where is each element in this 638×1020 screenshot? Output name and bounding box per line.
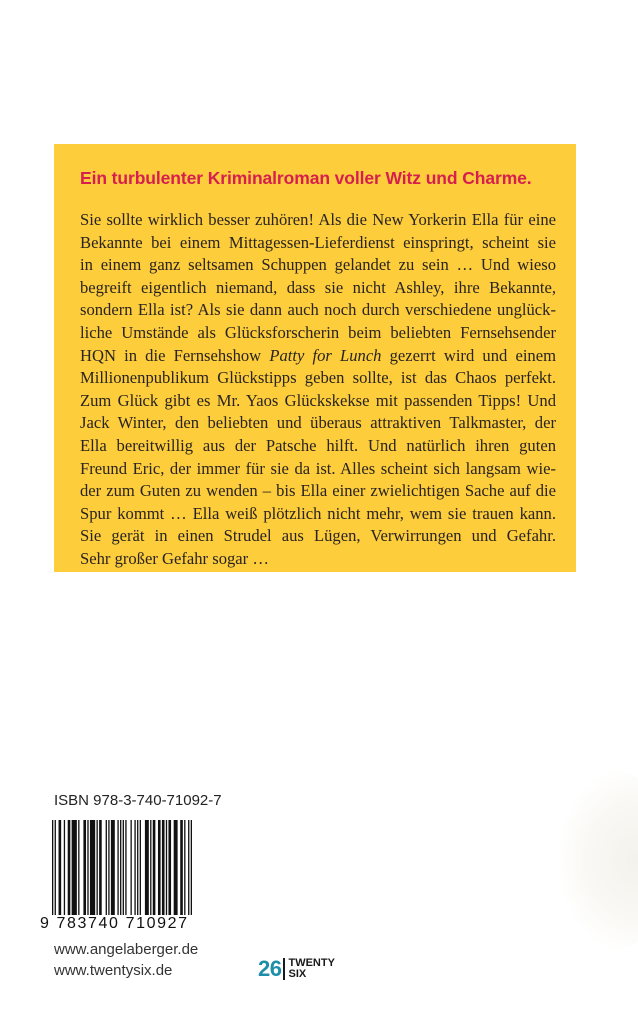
barcode-bar xyxy=(87,820,88,915)
blurb-line: begreift eigentlich niemand, dass sie nicht Ashley, ihre Bekannte, xyxy=(80,277,556,297)
blurb-line: Freund Eric, der immer für sie da ist. Alles scheint sich langsam wie- xyxy=(80,458,556,478)
blurb-line: in einem ganz seltsamen Schuppen gelandet zu sein … Und wieso xyxy=(80,255,556,275)
blurb-panel xyxy=(54,144,576,572)
publisher-logo xyxy=(258,954,335,984)
barcode-bar xyxy=(137,820,138,915)
blurb-line: Bekannte bei einem Mittagessen-Lieferdienst einspringt, scheint sie xyxy=(80,232,556,252)
barcode-bar xyxy=(68,820,71,915)
barcode-bar xyxy=(108,820,109,915)
barcode-bar xyxy=(55,820,56,915)
blurb-line: Sie gerät in einen Strudel aus Lügen, Verwirrungen und Gefahr. xyxy=(80,526,556,546)
blurb-line: Ella bereitwillig aus der Patsche hilft. Und natürlich ihren guten xyxy=(80,435,556,455)
barcode-bar xyxy=(174,820,178,915)
barcode-bar xyxy=(52,820,53,915)
author-website[interactable]: www.angelaberger.de xyxy=(54,941,199,958)
blurb-line: Zum Glück gibt es Mr. Yaos Glückskekse mit passenden Tipps! Und xyxy=(80,390,556,410)
barcode-bar xyxy=(120,820,121,915)
show-title: Patty for Lunch xyxy=(269,345,382,365)
publisher-website[interactable]: www.twentysix.de xyxy=(54,962,173,979)
blurb-line: Millionenpublikum Glückstipps geben sollte, ist das Chaos perfekt. xyxy=(80,368,556,388)
blurb-line: Jack Winter, den beliebten und überaus attraktiven Talkmaster, der xyxy=(80,413,556,433)
blurb-line: Spur kommt … Ella weiß plötzlich nicht mehr, wem sie trauen kann. xyxy=(80,503,556,523)
barcode-bar xyxy=(166,820,167,915)
barcode-bar xyxy=(78,820,79,915)
barcode-bar xyxy=(59,820,62,915)
logo-line: TWENTY xyxy=(288,957,335,969)
blurb-line xyxy=(80,345,556,368)
barcode-graphic xyxy=(52,820,192,915)
barcode-bar xyxy=(64,820,65,915)
barcode-bar xyxy=(99,820,102,915)
barcode xyxy=(52,820,192,915)
barcode-bar xyxy=(125,820,126,915)
barcode-bar xyxy=(188,820,189,915)
background-glow xyxy=(560,770,638,950)
barcode-bar xyxy=(158,820,161,915)
barcode-bar xyxy=(184,820,185,915)
barcode-bar xyxy=(111,820,115,915)
barcode-bar xyxy=(131,820,132,915)
barcode-bar xyxy=(153,820,156,915)
barcode-bar xyxy=(150,820,151,915)
barcode-bar xyxy=(134,820,135,915)
barcode-bar xyxy=(123,820,124,915)
blurb-text-segment: HQN in die Fernsehshow xyxy=(80,345,270,365)
isbn: ISBN 978-3-740-71092-7 xyxy=(54,792,222,809)
blurb-line: der zum Guten zu wenden – bis Ella einer zwielichtigen Sache auf die xyxy=(80,481,556,501)
logo-wordmark xyxy=(288,958,334,980)
blurb-line: sondern Ella ist? Als sie dann auch noch durch verschiedene unglück- xyxy=(80,300,556,320)
tagline: Ein turbulenter Kriminalroman voller Witz und Charme. xyxy=(80,168,532,188)
barcode-bar xyxy=(90,820,95,915)
barcode-bar xyxy=(140,820,141,915)
blurb-text-segment: gezerrt wird und einem xyxy=(381,345,556,365)
barcode-bar xyxy=(168,820,171,915)
barcode-bar xyxy=(106,820,107,915)
blurb-line: liche Umstände als Glücksforscherin beim beliebten Fernsehsender xyxy=(80,322,556,342)
barcode-bar xyxy=(162,820,165,915)
barcode-bar xyxy=(72,820,77,915)
barcode-bar xyxy=(96,820,97,915)
barcode-bar xyxy=(83,820,86,915)
barcode-bar xyxy=(117,820,118,915)
logo-divider xyxy=(283,958,285,980)
barcode-bar xyxy=(145,820,149,915)
blurb-line: Sehr großer Gefahr sogar … xyxy=(80,548,269,568)
blurb-line: Sie sollte wirklich besser zuhören! Als die New Yorkerin Ella für eine xyxy=(80,210,556,229)
barcode-bar xyxy=(180,820,183,915)
logo-line: SIX xyxy=(288,968,307,980)
blurb-text xyxy=(80,209,556,571)
logo-number: 26 xyxy=(258,956,282,981)
barcode-bar xyxy=(191,820,192,915)
barcode-digits: 9 783740 710927 xyxy=(40,915,189,932)
